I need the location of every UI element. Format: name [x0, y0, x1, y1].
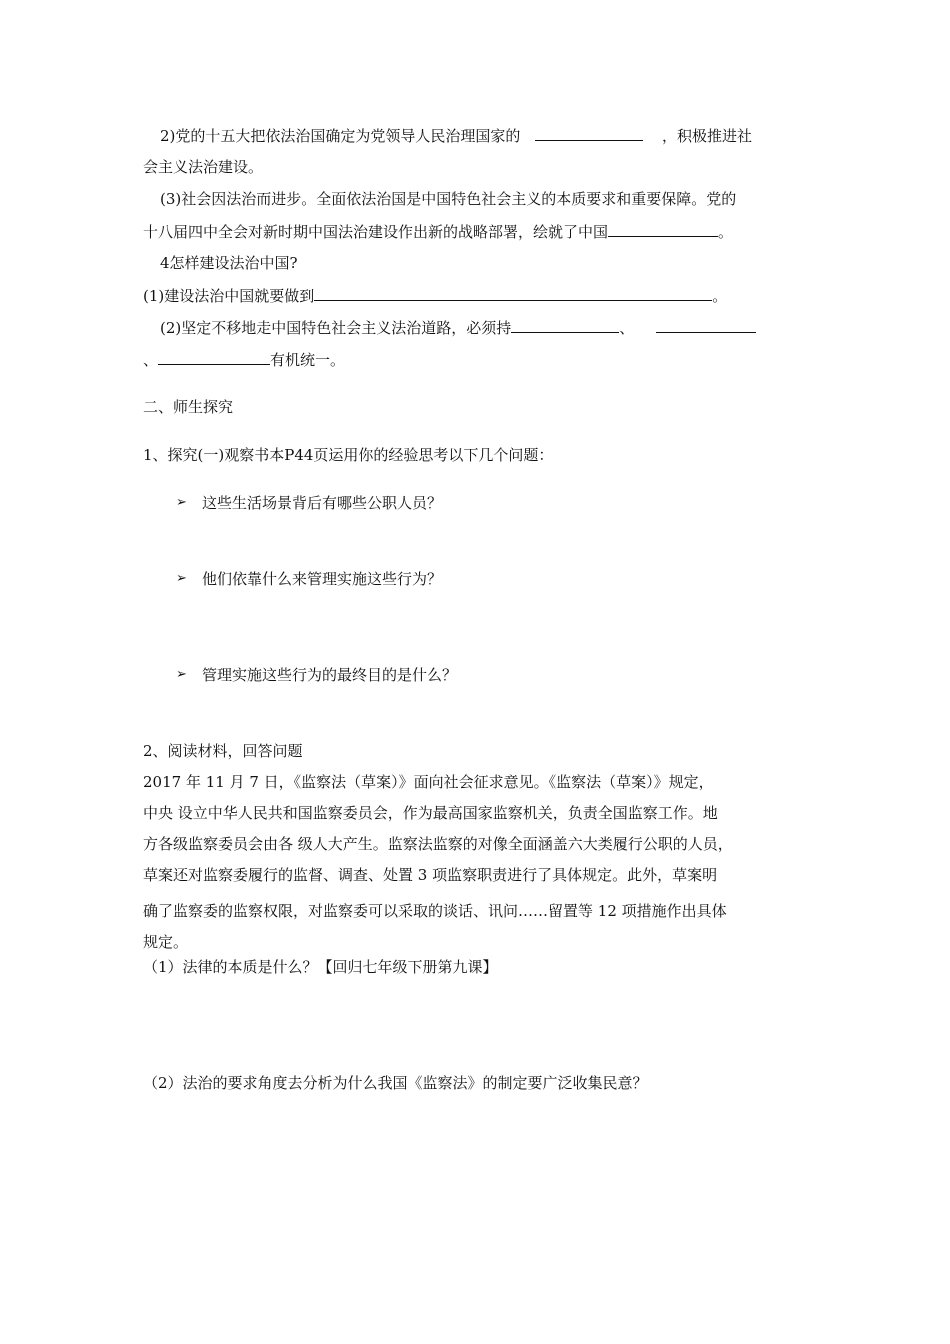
period: 。	[718, 223, 734, 241]
bullet-question-1: 这些生活场景背后有哪些公职人员？	[202, 494, 443, 512]
material-line: 2017 年 11 月 7 日，《监察法（草案）》面向社会征求意见。《监察法（草案）》规定，	[143, 773, 714, 791]
question-4-2-cont	[143, 348, 345, 371]
question-3-cont	[143, 220, 733, 243]
answer-blank[interactable]	[314, 284, 712, 301]
question-2-line	[160, 124, 752, 147]
explore-1: 1、探究(一)观察书本P44页运用你的经验思考以下几个问题：	[143, 446, 554, 464]
question-2-text: 2)党的十五大把依法治国确定为党领导人民治理国家的	[160, 127, 521, 145]
material-line: 规定。	[143, 933, 189, 951]
answer-blank[interactable]	[158, 348, 270, 365]
separator: 、	[143, 351, 159, 369]
reading-title: 2、阅读材料，回答问题	[143, 742, 303, 760]
bullet-question-2: 他们依靠什么来管理实施这些行为？	[202, 570, 443, 588]
reading-question-1: （1）法律的本质是什么？【回归七年级下册第九课】	[143, 958, 498, 976]
question-4-2-text: (2)坚定不移地走中国特色社会主义法治道路，必须持	[160, 319, 512, 337]
answer-blank[interactable]	[535, 124, 643, 141]
bullet-arrow-icon: ➢	[176, 571, 187, 586]
question-3-text: 十八届四中全会对新时期中国法治建设作出新的战略部署，绘就了中国	[143, 223, 609, 241]
answer-blank[interactable]	[608, 220, 718, 237]
bullet-arrow-icon: ➢	[176, 667, 187, 682]
material-line: 方各级监察委员会由各 级人大产生。监察法监察的对像全面涵盖六大类履行公职的人员，	[143, 835, 733, 853]
answer-blank[interactable]	[511, 316, 619, 333]
question-4-2	[160, 316, 756, 339]
question-3-line: (3)社会因法治而进步。全面依法治国是中国特色社会主义的本质要求和重要保障。党的	[160, 190, 737, 208]
bullet-arrow-icon: ➢	[176, 495, 187, 510]
question-4-1	[143, 284, 727, 307]
material-line: 确了监察委的监察权限，对监察委可以采取的谈话、讯问……留置等 12 项措施作出具体	[143, 902, 727, 920]
question-2-cont: 会主义法治建设。	[143, 158, 264, 176]
material-line: 中央 设立中华人民共和国监察委员会，作为最高国家监察机关，负责全国监察工作。地	[143, 804, 718, 822]
reading-question-2: （2）法治的要求角度去分析为什么我国《监察法》的制定要广泛收集民意？	[143, 1074, 648, 1092]
separator: 、	[619, 319, 635, 337]
heading-4: 4怎样建设法治中国?	[160, 254, 298, 272]
bullet-question-3: 管理实施这些行为的最终目的是什么？	[202, 666, 458, 684]
period: 。	[712, 287, 728, 305]
question-4-2-tail: 有机统一。	[270, 351, 346, 369]
section-title: 二、师生探究	[143, 398, 234, 416]
material-line: 草案还对监察委履行的监督、调查、处置 3 项监察职责进行了具体规定。此外，草案明	[143, 866, 718, 884]
answer-blank[interactable]	[656, 316, 756, 333]
question-4-1-text: (1)建设法治中国就要做到	[143, 287, 315, 305]
question-2-tail: ，积极推进社	[661, 127, 752, 145]
